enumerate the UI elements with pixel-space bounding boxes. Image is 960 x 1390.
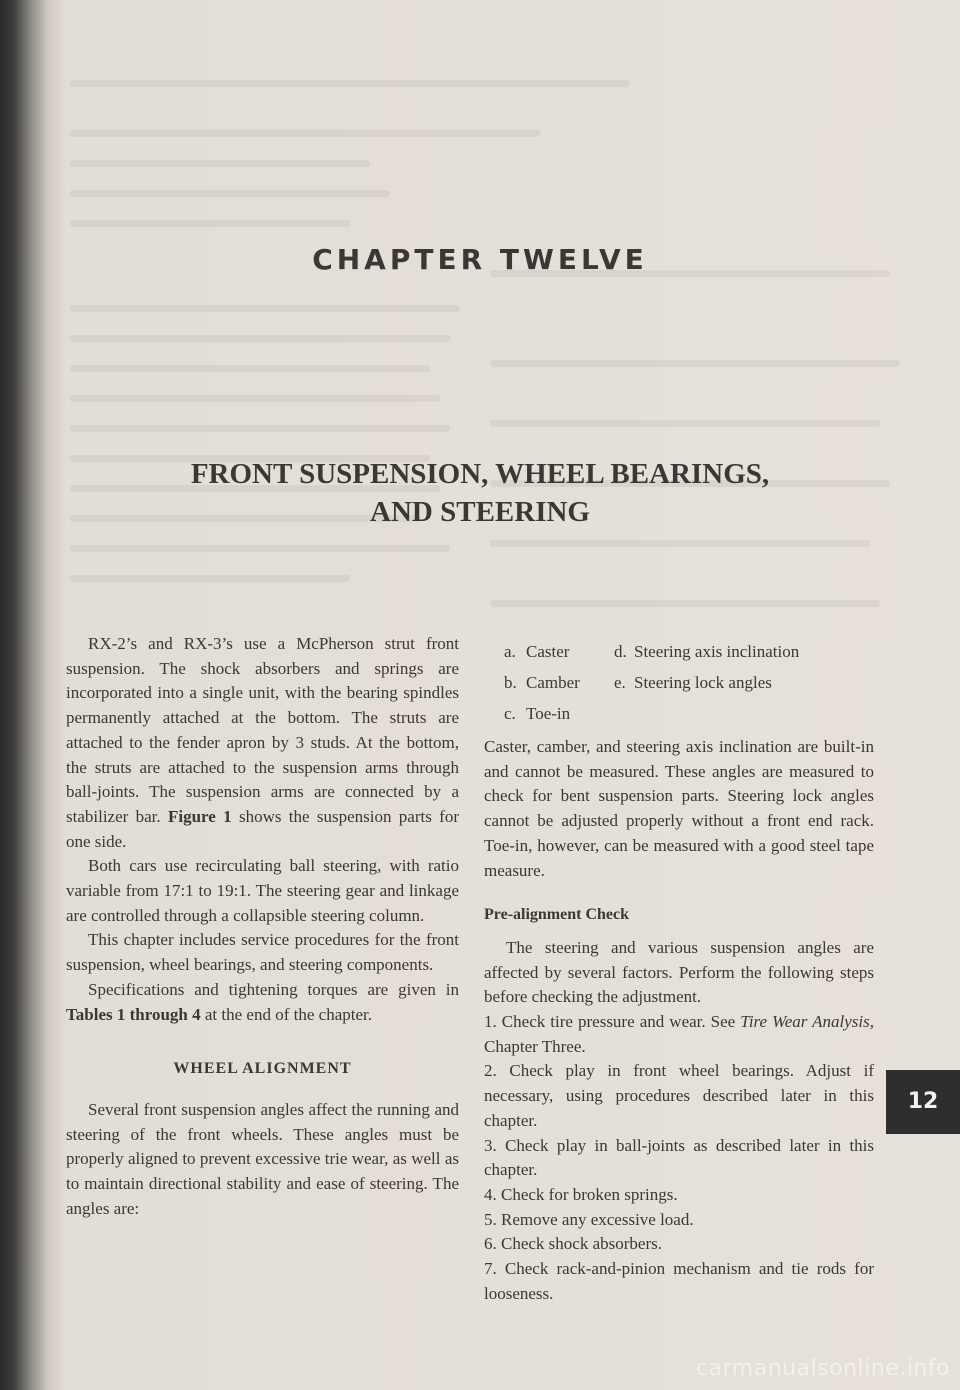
- angle-letter: c.: [504, 704, 516, 723]
- angle-label: Toe-in: [526, 704, 571, 723]
- tables-reference: Tables 1 through 4: [66, 1004, 201, 1024]
- page-title: [0, 455, 960, 531]
- figure-reference: Figure 1: [167, 806, 232, 826]
- chapter-scope-paragraph: This chapter includes service procedures for the front suspension, wheel bearings, and steering components.: [66, 930, 459, 975]
- step-item: 2. Check play in front wheel bearings. Adjust if necessary, using procedures described later in this chapter.: [484, 1061, 874, 1130]
- step-item: 7. Check rack-and-pinion mechanism and tie rods for looseness.: [484, 1259, 874, 1303]
- angle-label: Steering lock angles: [634, 673, 772, 692]
- show-through-text: [60, 60, 920, 620]
- angles-description-paragraph: Caster, camber, and steering axis inclination are built-in and cannot be measured. These angles are measured to check for bent suspension parts. Steering lock angles cannot be adjusted properly without a front end rack. Toe-in, however, can be measured with a good steel tape measure.: [484, 737, 874, 880]
- watermark: carmanualsonline.info: [696, 1356, 950, 1381]
- specifications-paragraph: Specifications and tightening torques are given in Tables 1 through 4 at the end of the chapter.: [66, 979, 459, 1024]
- step-item: 1. Check tire pressure and wear. See Tire Wear Analysis, Chapter Three.: [484, 1012, 874, 1056]
- angle-letter: b.: [504, 673, 517, 692]
- angle-letter: [614, 700, 634, 727]
- step-item: 5. Remove any excessive load.: [484, 1209, 694, 1229]
- step-item: 3. Check play in ball-joints as described later in this chapter.: [484, 1135, 874, 1180]
- angle-label: Steering axis inclination: [634, 642, 800, 661]
- angle-letter: e.: [614, 673, 626, 692]
- chapter-tab: 12: [886, 1070, 960, 1134]
- angle-label: Caster: [526, 642, 570, 661]
- chapter-heading: CHAPTER TWELVE: [312, 243, 648, 276]
- title-line-2: AND STEERING: [370, 496, 590, 528]
- angle-label: Camber: [526, 673, 580, 692]
- tire-wear-reference: Tire Wear Analysis,: [740, 1012, 874, 1032]
- right-column: [484, 638, 874, 1306]
- angle-letter: d.: [614, 642, 627, 661]
- step-item: 6. Check shock absorbers.: [484, 1234, 662, 1254]
- alignment-paragraph: Several front suspension angles affect the running and steering of the front wheels. These angles must be properly aligned to prevent excessive trie wear, as well as to maintain directional stability and ease of steering. The angles are:: [66, 1099, 459, 1218]
- angle-label: [634, 700, 874, 727]
- intro-paragraph: RX-2’s and RX-3’s use a McPherson strut front suspension. The shock absorbers and springs are incorporated into a single unit, with the bearing spindles permanently attached at the bottom. The struts are attached to the fender apron by 3 studs. At the bottom, the struts are attached to the suspension arms through ball-joints. The suspension arms are connected by a stabilizer bar. Figure 1 shows the suspension parts for one side.: [66, 634, 459, 851]
- section-heading-wheel-alignment: WHEEL ALIGNMENT: [173, 1060, 352, 1078]
- angle-letter: a.: [504, 642, 516, 661]
- alignment-angles-list: [504, 638, 874, 727]
- pre-alignment-paragraph: The steering and various suspension angles are affected by several factors. Perform the following steps before checking the adjustment.: [484, 937, 874, 1007]
- left-column: [66, 632, 459, 1221]
- steering-paragraph: Both cars use recirculating ball steering, with ratio variable from 17:1 to 19:1. The steering gear and linkage are controlled through a collapsible steering column.: [66, 856, 459, 925]
- title-line-1: FRONT SUSPENSION, WHEEL BEARINGS,: [190, 458, 770, 490]
- step-item: 4. Check for broken springs.: [484, 1184, 678, 1204]
- subheading-pre-alignment-check: Pre-alignment Check: [484, 906, 630, 924]
